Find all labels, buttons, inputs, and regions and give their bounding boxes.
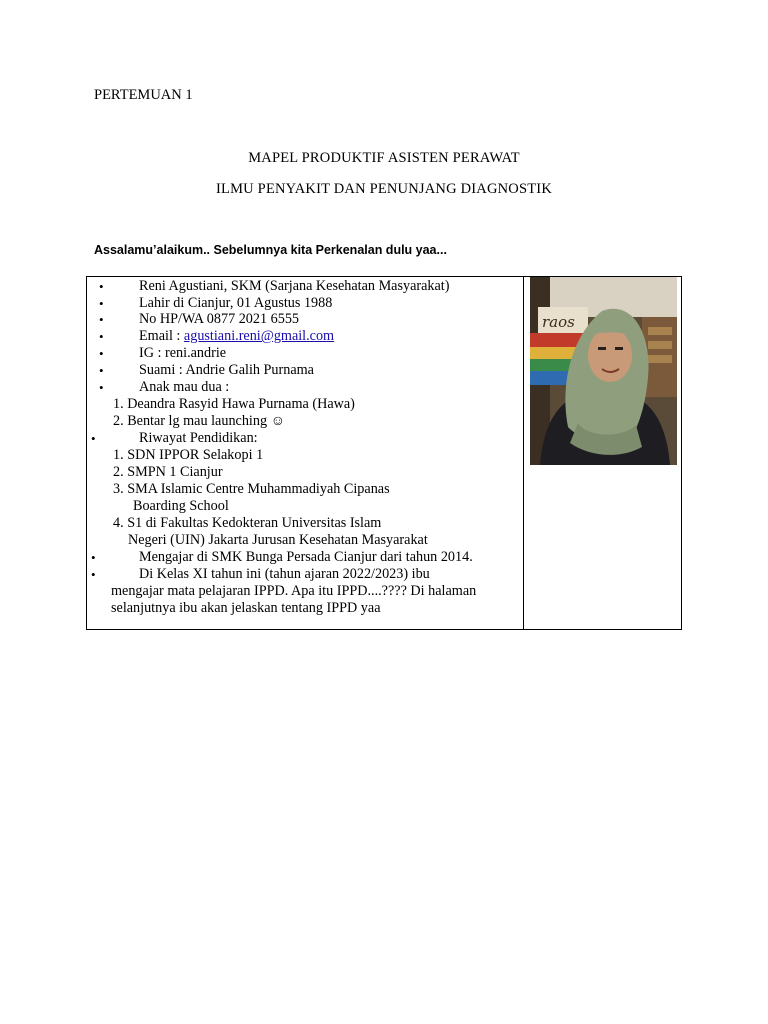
cell-divider (523, 277, 524, 629)
bullet-icon: • (99, 380, 104, 395)
profile-cell (87, 277, 523, 629)
education-item: 2. SMPN 1 Cianjur (113, 464, 223, 480)
profile-phone: No HP/WA 0877 2021 6555 (139, 311, 300, 327)
wall-sign-text: raos (542, 313, 575, 331)
introduction-table (86, 276, 682, 630)
bullet-icon: • (99, 296, 104, 311)
child-item: 2. Bentar lg mau launching ☺ (113, 413, 286, 429)
document-title: MAPEL PRODUKTIF ASISTEN PERAWAT (248, 150, 520, 166)
profile-email-row (139, 328, 334, 345)
bullet-icon: • (99, 329, 104, 344)
profile-name: Reni Agustiani, SKM (Sarjana Kesehatan Masyarakat) (139, 278, 450, 294)
children-label: Anak mau dua : (139, 379, 230, 395)
greeting-text: Assalamu’alaikum.. Sebelumnya kita Perkenalan dulu yaa... (94, 243, 447, 257)
education-item-continued: Boarding School (133, 498, 229, 514)
education-item: 3. SMA Islamic Centre Muhammadiyah Cipanas (113, 481, 390, 497)
child-item: 1. Deandra Rasyid Hawa Purnama (Hawa) (113, 396, 355, 412)
bullet-icon: • (91, 550, 96, 565)
class-info-line: mengajar mata pelajaran IPPD. Apa itu IPPD....???? Di halaman (111, 583, 477, 599)
education-item: 1. SDN IPPOR Selakopi 1 (113, 447, 264, 463)
email-label: Email : (139, 328, 184, 344)
bullet-icon: • (91, 567, 96, 582)
education-label: Riwayat Pendidikan: (139, 430, 258, 446)
profile-instagram: IG : reni.andrie (139, 345, 227, 361)
email-link[interactable]: agustiani.reni@gmail.com (183, 328, 335, 344)
bullet-icon: • (91, 431, 96, 446)
bullet-icon: • (99, 279, 104, 294)
education-item: 4. S1 di Fakultas Kedokteran Universitas Islam (113, 515, 382, 531)
meeting-label: PERTEMUAN 1 (94, 87, 193, 103)
bullet-icon: • (99, 363, 104, 378)
education-item-continued: Negeri (UIN) Jakarta Jurusan Kesehatan Masyarakat (128, 532, 428, 548)
class-info-line: Di Kelas XI tahun ini (tahun ajaran 2022/2023) ibu (139, 566, 430, 582)
profile-photo (530, 277, 677, 465)
document-subtitle: ILMU PENYAKIT DAN PENUNJANG DIAGNOSTIK (216, 181, 552, 197)
profile-husband: Suami : Andrie Galih Purnama (139, 362, 314, 378)
profile-birth: Lahir di Cianjur, 01 Agustus 1988 (139, 295, 333, 311)
bullet-icon: • (99, 312, 104, 327)
bullet-icon: • (99, 346, 104, 361)
teaching-info: Mengajar di SMK Bunga Persada Cianjur dari tahun 2014. (139, 549, 473, 565)
class-info-line: selanjutnya ibu akan jelaskan tentang IPPD yaa (111, 600, 381, 616)
